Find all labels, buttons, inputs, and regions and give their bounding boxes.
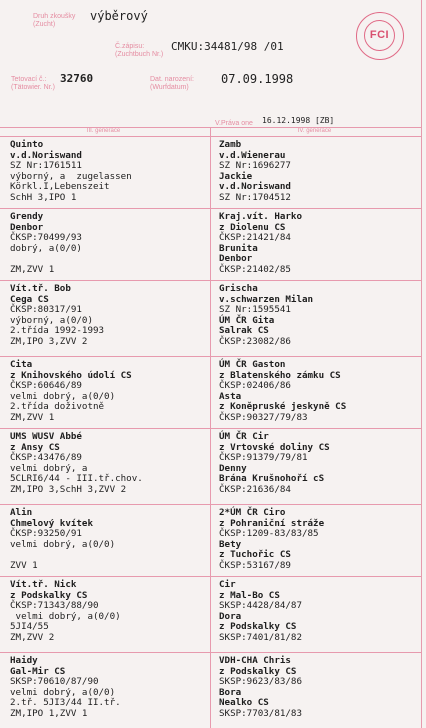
pedigree-line: Zamb <box>219 139 242 150</box>
pedigree-cell-right <box>219 360 346 424</box>
row-separator <box>0 280 421 281</box>
pedigree-cell-left <box>10 212 82 276</box>
pedigree-line: ČKSP:1209-83/83/85 <box>219 528 319 540</box>
pedigree-line: ČKSP:90327/79/83 <box>219 411 308 423</box>
pedigree-line: velmi dobrý, a <box>10 462 88 474</box>
pedigree-line: z Blatenského zámku CS <box>219 369 341 381</box>
pedigree-line: SZ Nr:1595541 <box>219 304 291 316</box>
row-separator <box>0 356 421 357</box>
pedigree-line: z Knihovského údolí CS <box>10 369 132 381</box>
pedigree-line: ČKSP:21636/84 <box>219 483 291 495</box>
pedigree-line: výborný, a(0/0) <box>10 314 93 326</box>
pedigree-line: Chmelový kvítek <box>10 517 93 529</box>
row-separator <box>0 504 421 505</box>
pedigree-cell-right <box>219 580 302 644</box>
pedigree-line: ZM,IPO 3,SchH 3,ZVV 2 <box>10 483 127 495</box>
right-generation-header: IV. generace <box>297 128 332 134</box>
pedigree-line: z Podskalky CS <box>219 665 297 677</box>
fci-seal: FCI <box>356 12 404 60</box>
pedigree-line: Dora <box>219 610 242 622</box>
pedigree-line: Haidy <box>10 655 38 666</box>
prava-label: V.Práva one <box>215 120 253 127</box>
pedigree-cell-right <box>219 656 302 720</box>
pedigree-line: výborný, a zugelassen <box>10 170 132 182</box>
pedigree-cell-left <box>10 656 121 720</box>
pedigree-line: Brána Krušnohoří cS <box>219 473 325 485</box>
pedigree-line: 5JI4/55 <box>10 621 49 633</box>
pedigree-line: Körkl.I,Lebenszeit <box>10 181 110 193</box>
pedigree-line: ZM,IPO 3,ZVV 2 <box>10 335 88 347</box>
tetovaci-label: Tetovací č.: (Tätowier. Nr.) <box>11 76 55 91</box>
pedigree-line: z Koněpruské jeskyně CS <box>219 401 347 413</box>
pedigree-cell-left <box>10 580 121 644</box>
pedigree-line: Asta <box>219 390 242 402</box>
pedigree-line: SKSP:4428/84/87 <box>219 600 302 612</box>
row-separator <box>0 652 421 653</box>
pedigree-cell-left <box>10 508 115 572</box>
pedigree-line: SKSP:7401/81/82 <box>219 631 302 643</box>
pedigree-line: Grendy <box>10 211 44 222</box>
pedigree-cell-left <box>10 140 132 204</box>
pedigree-cell-right <box>219 140 291 204</box>
pedigree-line: Kraj.vít. Harko <box>219 211 302 222</box>
pedigree-line: SKSP:9623/83/86 <box>219 676 302 688</box>
pedigree-line: Denbor <box>10 221 44 233</box>
druh-value: výběrový <box>90 9 148 23</box>
cislo-value: CMKU:34481/98 /01 <box>171 40 284 53</box>
pedigree-line: ČKSP:93250/91 <box>10 528 82 540</box>
pedigree-cell-left <box>10 432 143 496</box>
prava-value: 16.12.1998 [ZB] <box>262 116 335 125</box>
pedigree-line: Denbor <box>219 253 253 265</box>
pedigree-line: Bora <box>219 686 242 698</box>
grid-line-right <box>421 0 422 728</box>
pedigree-line: 2*ÚM ČR Ciro <box>219 507 286 518</box>
pedigree-line: ČKSP:71343/88/90 <box>10 600 99 612</box>
pedigree-line: ČKSP:91379/79/81 <box>219 452 308 464</box>
pedigree-line: z Vrtovské doliny CS <box>219 441 330 453</box>
pedigree-line: 5CLRI6/44 - III.tř.chov. <box>10 473 143 485</box>
pedigree-line: ÚM ČR Cir <box>219 431 269 442</box>
pedigree-cell-left <box>10 360 132 424</box>
pedigree-line: SZ Nr:1696277 <box>219 160 291 172</box>
row-separator <box>0 428 421 429</box>
pedigree-line: Cega CS <box>10 293 49 305</box>
pedigree-line: dobrý, a(0/0) <box>10 242 82 254</box>
pedigree-line: Vít.tř. Nick <box>10 579 77 590</box>
pedigree-line: Jackie <box>219 170 253 182</box>
pedigree-line: velmi dobrý, a(0/0) <box>10 538 116 550</box>
pedigree-line: velmi dobrý, a(0/0) <box>10 610 121 622</box>
pedigree-line: velmi dobrý, a(0/0) <box>10 686 116 698</box>
pedigree-line: Nealko CS <box>219 697 269 709</box>
pedigree-line: ZM,ZVV 1 <box>10 411 55 423</box>
pedigree-line: ČKSP:70499/93 <box>10 232 82 244</box>
pedigree-line: Salrak CS <box>219 325 269 337</box>
pedigree-line: Alin <box>10 507 33 518</box>
dat-value: 07.09.1998 <box>221 72 294 86</box>
pedigree-line: Denny <box>219 462 247 474</box>
pedigree-cell-right <box>219 432 330 496</box>
pedigree-line: Gal-Mir CS <box>10 665 66 677</box>
pedigree-line: v.d.Noriswand <box>10 149 82 161</box>
pedigree-line: ZM,ZVV 2 <box>10 631 55 643</box>
pedigree-line: SZ Nr:1761511 <box>10 160 82 172</box>
pedigree-line: ČKSP:80317/91 <box>10 304 82 316</box>
row-separator <box>0 576 421 577</box>
pedigree-line: Bety <box>219 538 242 550</box>
pedigree-line: z Tuchořic CS <box>219 549 291 561</box>
pedigree-line: SKSP:70610/87/90 <box>10 676 99 688</box>
pedigree-line: 2.třída doživotně <box>10 401 105 413</box>
pedigree-line: ČKSP:21402/85 <box>219 263 291 275</box>
pedigree-line: Grischa <box>219 283 258 294</box>
pedigree-line: z Ansy CS <box>10 441 60 453</box>
pedigree-line: ČKSP:21421/84 <box>219 232 291 244</box>
pedigree-line: ZM,ZVV 1 <box>10 263 55 275</box>
pedigree-line: Vít.tř. Bob <box>10 283 71 294</box>
pedigree-cell-right <box>219 284 313 348</box>
pedigree-line: 2.tř. 5JI3/44 II.tř. <box>10 697 121 709</box>
pedigree-line: v.d.Noriswand <box>219 181 291 193</box>
pedigree-line: z Podskalky CS <box>219 621 297 633</box>
pedigree-line: ČKSP:23082/86 <box>219 335 291 347</box>
pedigree-cell-right <box>219 508 324 572</box>
pedigree-line: z Diolenu CS <box>219 221 286 233</box>
left-generation-header: III. generace <box>86 128 121 134</box>
pedigree-line: z Podskalky CS <box>10 589 88 601</box>
pedigree-line: ZVV 1 <box>10 559 38 571</box>
pedigree-line: v.schwarzen Milan <box>219 293 314 305</box>
pedigree-line: Cir <box>219 579 236 590</box>
pedigree-line: UMS WUSV Abbé <box>10 431 82 442</box>
pedigree-line: ÚM ČR Gita <box>219 314 275 326</box>
row-separator <box>0 208 421 209</box>
pedigree-cell-left <box>10 284 104 348</box>
pedigree-line: Quinto <box>10 139 44 150</box>
pedigree-line: ZM,IPO 1,ZVV 1 <box>10 707 88 719</box>
pedigree-line: SchH 3,IPO 1 <box>10 191 77 203</box>
pedigree-line: z Pohraniční stráže <box>219 517 325 529</box>
pedigree-line: ČKSP:53167/89 <box>219 559 291 571</box>
pedigree-line: SZ Nr:1704512 <box>219 191 291 203</box>
pedigree-line: Brunita <box>219 242 258 254</box>
pedigree-line: Cita <box>10 359 33 370</box>
pedigree-line: ČKSP:60646/89 <box>10 380 82 392</box>
pedigree-cell-right <box>219 212 302 276</box>
pedigree-line: 2.třída 1992-1993 <box>10 325 105 337</box>
tetovaci-value: 32760 <box>60 72 94 85</box>
pedigree-line: SKSP:7703/81/83 <box>219 707 302 719</box>
pedigree-line: z Mal-Bo CS <box>219 589 280 601</box>
pedigree-line: ČKSP:43476/89 <box>10 452 82 464</box>
pedigree-line: v.d.Wienerau <box>219 149 286 161</box>
pedigree-line: ÚM ČR Gaston <box>219 359 286 370</box>
pedigree-line: ČKSP:02406/86 <box>219 380 291 392</box>
druh-label: Druh zkoušky (Zucht) <box>33 13 76 28</box>
cislo-label: Č.zápisu: (Zuchtbuch Nr.) <box>115 43 164 58</box>
pedigree-line: VDH-CHA Chris <box>219 655 291 666</box>
dat-label: Dat. narození: (Wurfdatum) <box>150 76 194 91</box>
pedigree-line: velmi dobrý, a(0/0) <box>10 390 116 402</box>
